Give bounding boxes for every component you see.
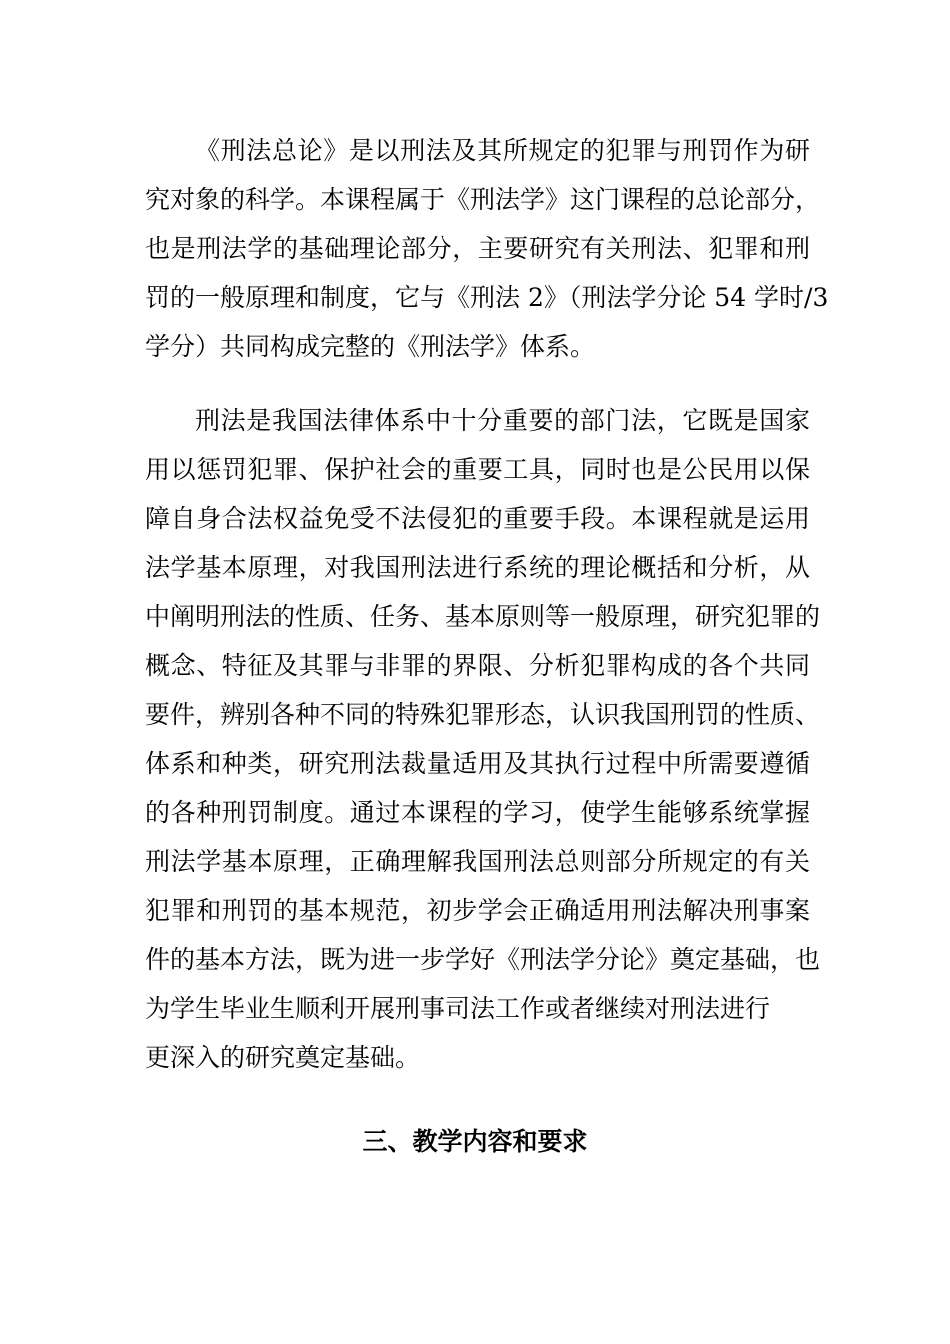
section-heading-text: 三、教学内容和要求 <box>362 1127 588 1156</box>
text-line: 也是刑法学的基础理论部分，主要研究有关刑法、犯罪和刑 <box>145 234 810 263</box>
paragraph-course-purpose <box>145 396 821 1082</box>
text-line: 障自身合法权益免受不法侵犯的重要手段。本课程就是运用 <box>145 504 810 533</box>
text-line: 的各种刑罚制度。通过本课程的学习，使学生能够系统掌握 <box>145 798 810 827</box>
text-line: 学分）共同构成完整的《刑法学》体系。 <box>145 332 596 361</box>
text-line: 体系和种类，研究刑法裁量适用及其执行过程中所需要遵循 <box>145 749 810 778</box>
text-line: 罚的一般原理和制度，它与《刑法 2》（刑法学分论 54 学时/3 <box>145 283 829 312</box>
text-line: 中阐明刑法的性质、任务、基本原则等一般原理，研究犯罪的 <box>145 602 821 631</box>
text-line: 刑法是我国法律体系中十分重要的部门法，它既是国家 <box>195 406 810 435</box>
section-heading <box>0 1117 950 1166</box>
text-line: 概念、特征及其罪与非罪的界限、分析犯罪构成的各个共同 <box>145 651 810 680</box>
text-line: 为学生毕业生顺利开展刑事司法工作或者继续对刑法进行 <box>145 994 771 1023</box>
text-line: 法学基本原理，对我国刑法进行系统的理论概括和分析，从 <box>145 553 810 582</box>
paragraph-course-definition <box>145 126 829 371</box>
text-line: 更深入的研究奠定基础。 <box>145 1043 421 1072</box>
text-line: 犯罪和刑罚的基本规范，初步学会正确适用刑法解决刑事案 <box>145 896 810 925</box>
text-line: 《刑法总论》是以刑法及其所规定的犯罪与刑罚作为研 <box>195 136 810 165</box>
text-line: 要件，辨别各种不同的特殊犯罪形态，认识我国刑罚的性质、 <box>145 700 821 729</box>
text-line: 究对象的科学。本课程属于《刑法学》这门课程的总论部分， <box>145 185 821 214</box>
text-line: 用以惩罚犯罪、保护社会的重要工具，同时也是公民用以保 <box>145 455 810 484</box>
text-line: 刑法学基本原理，正确理解我国刑法总则部分所规定的有关 <box>145 847 810 876</box>
text-line: 件的基本方法，既为进一步学好《刑法学分论》奠定基础，也 <box>145 945 821 974</box>
